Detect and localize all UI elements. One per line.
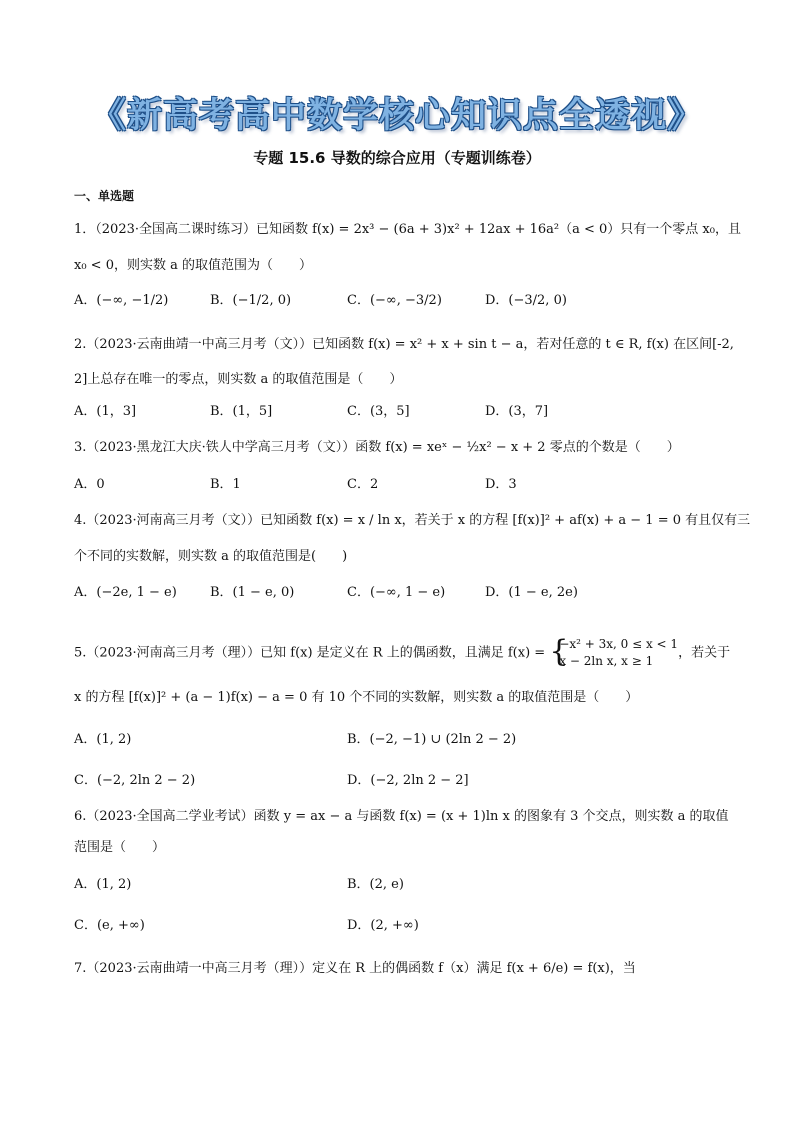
- q3-stem: 3.（2023·黑龙江大庆·铁人中学高三月考（文））函数 f(x) = xeˣ − ½x² − x + 2 零点的个数是（ ）: [74, 440, 680, 455]
- q6-stem-b: 范围是（ ）: [74, 840, 166, 855]
- q5-stem-a-line: [74, 634, 731, 670]
- left-brace-icon: {: [549, 634, 569, 669]
- q1-formula: f(x) = 2x³ − (6a + 3)x² + 12ax + 16a²: [312, 222, 560, 237]
- q3-option-a: A．0: [74, 477, 105, 492]
- q2-option-c: C．(3，5]: [347, 404, 410, 419]
- q3-option-d: D．3: [485, 477, 517, 492]
- question-1-stem: [74, 221, 741, 239]
- q4-option-d: D．(1 − e, 2e): [485, 585, 578, 600]
- q1-option-c: C．(−∞, −3/2): [347, 293, 442, 308]
- q4-stem-b: 个不同的实数解，则实数 a 的取值范围是( ): [74, 549, 348, 564]
- q3-option-c: C．2: [347, 477, 379, 492]
- q4-option-a: A．(−2e, 1 − e): [74, 585, 177, 600]
- topic-subtitle: 专题 15.6 导数的综合应用（专题训练卷）: [253, 149, 541, 167]
- q5-case-2: x − 2ln x, x ≥ 1: [559, 654, 654, 668]
- q4-option-b: B．(1 − e, 0): [210, 585, 295, 600]
- q6-option-d: D．(2, +∞): [347, 918, 419, 933]
- q2-option-a: A．(1，3]: [74, 404, 137, 419]
- q5-stem-tail: ，若关于: [678, 645, 731, 661]
- q2-option-b: B．(1，5]: [210, 404, 273, 419]
- q2-stem-b: 2]上总存在唯一的零点，则实数 a 的取值范围是（ ）: [74, 372, 403, 387]
- q4-stem-a: 4.（2023·河南高三月考（文））已知函数 f(x) = x / ln x，若关于 x 的方程 [f(x)]² + af(x) + a − 1 = 0 有且仅有三: [74, 513, 751, 528]
- q1-stem-b: x₀ < 0，则实数 a 的取值范围为（ ）: [74, 258, 312, 273]
- q5-stem-b: x 的方程 [f(x)]² + (a − 1)f(x) − a = 0 有 10 个不同的实数解，则实数 a 的取值范围是（ ）: [74, 690, 639, 705]
- q6-stem-a: 6.（2023·全国高二学业考试）函数 y = ax − a 与函数 f(x) = (x + 1)ln x 的图象有 3 个交点，则实数 a 的取值: [74, 809, 729, 824]
- q7-stem-a: 7.（2023·云南曲靖一中高三月考（理））定义在 R 上的偶函数 f（x）满足 f(x + 6/e) = f(x)，当: [74, 961, 636, 976]
- q5-piecewise: [549, 636, 678, 670]
- q3-option-b: B．1: [210, 477, 241, 492]
- q2-stem-a: 2.（2023·云南曲靖一中高三月考（文））已知函数 f(x) = x² + x + sin t − a，若对任意的 t ∈ R, f(x) 在区间[-2,: [74, 337, 734, 352]
- q1-option-a: A．(−∞, −1/2): [74, 293, 169, 308]
- q5-option-c: C．(−2, 2ln 2 − 2): [74, 773, 196, 788]
- q6-option-a: A．(1, 2): [74, 877, 132, 892]
- q4-option-c: C．(−∞, 1 − e): [347, 585, 446, 600]
- series-banner-title: 《新高考高中数学核心知识点全透视》: [90, 96, 703, 136]
- q5-option-b: B．(−2, −1) ∪ (2ln 2 − 2): [347, 732, 517, 747]
- q1-condition: （a < 0）只有一个零点 x₀，且: [559, 222, 741, 237]
- q5-option-a: A．(1, 2): [74, 732, 132, 747]
- section-heading: 一、单选题: [74, 189, 135, 203]
- q5-case-1: −x² + 3x, 0 ≤ x < 1: [559, 637, 679, 651]
- q6-option-c: C．(e, +∞): [74, 918, 145, 933]
- q1-stem-a: 1．（2023·全国高二课时练习）已知函数: [74, 222, 313, 237]
- q1-option-d: D．(−3/2, 0): [485, 293, 567, 308]
- q6-option-b: B．(2, e): [347, 877, 404, 892]
- q1-option-b: B．(−1/2, 0): [210, 293, 292, 308]
- q5-stem-a: 5.（2023·河南高三月考（理））已知 f(x) 是定义在 R 上的偶函数，且满足 f(x) =: [74, 645, 546, 661]
- q5-option-d: D．(−2, 2ln 2 − 2]: [347, 773, 469, 788]
- q2-option-d: D．(3，7]: [485, 404, 549, 419]
